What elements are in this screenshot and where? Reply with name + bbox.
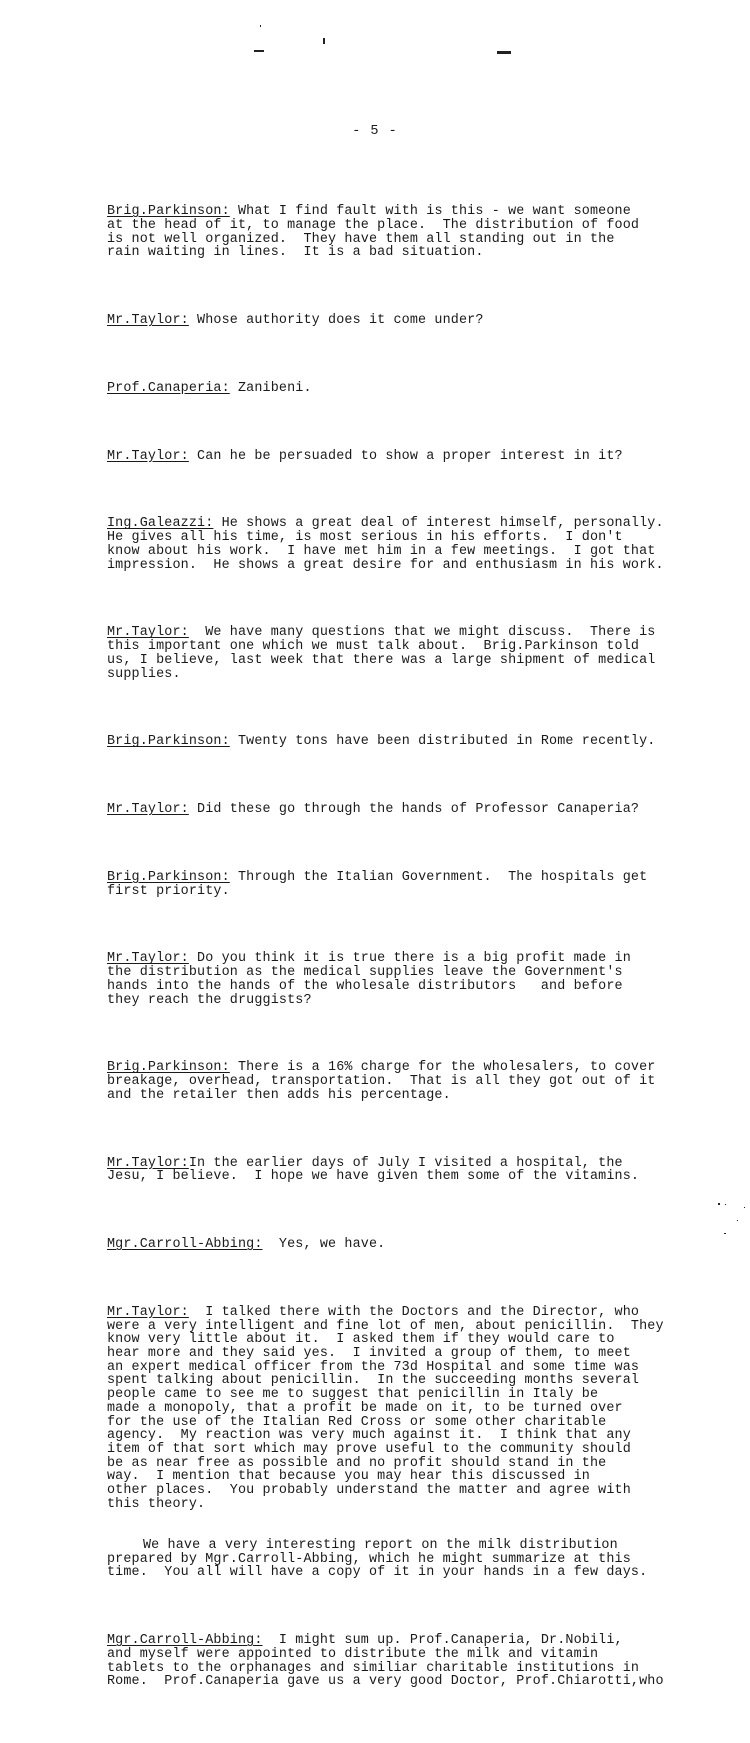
paragraph-line: I might sum up. Prof.Canaperia, Dr.Nobili, (262, 1633, 623, 1649)
scan-artifact (254, 50, 264, 52)
speaker-label: Mgr.Carroll-Abbing: (107, 1633, 263, 1649)
paragraph (107, 952, 727, 1007)
speaker-label: Brig.Parkinson: (107, 869, 230, 885)
paragraph-line: rain waiting in lines. It is a bad situation. (107, 245, 484, 261)
paragraph (107, 382, 727, 396)
paragraph-line: Jesu, I believe. I hope we have given them some of the vitamins. (107, 1169, 640, 1185)
paragraph-line: hands into the hands of the wholesale distributors and before (107, 978, 623, 994)
paragraph-line: at the head of it, to manage the place. The distribution of food (107, 217, 640, 233)
speaker-label: Brig.Parkinson: (107, 734, 230, 750)
paragraph (107, 205, 727, 260)
paragraph-line: time. You all will have a copy of it in your hands in a few days. (107, 1565, 648, 1581)
paragraph-line: There is a 16% charge for the wholesalers, to cover (229, 1060, 656, 1076)
paragraph-line: He shows a great deal of interest himself, personally. (213, 516, 664, 532)
paragraph (107, 314, 727, 328)
paragraph-line: an expert medical officer from the 73d Hospital and some time was (107, 1359, 640, 1375)
paragraph-line: tablets to the orphanages and similiar charitable institutions in (107, 1660, 640, 1676)
paragraph-line: this theory. (107, 1496, 206, 1512)
paragraph-line: He gives all his time, is most serious in his efforts. I don't (107, 530, 623, 546)
paragraph-continuation (107, 1539, 727, 1580)
speaker-label: Mgr.Carroll-Abbing: (107, 1237, 263, 1253)
paragraph-line: What I find fault with is this - we want someone (229, 204, 631, 220)
paragraph-line: first priority. (107, 883, 230, 899)
paragraph-line: the distribution as the medical supplies leave the Government's (107, 965, 623, 981)
paragraph-line: hear more and they said yes. I invited a group of them, to meet (107, 1346, 631, 1362)
paragraph-line: I talked there with the Doctors and the Director, who (188, 1304, 640, 1320)
paragraph-line: breakage, overhead, transportation. That is all they got out of it (107, 1074, 656, 1090)
paragraph-line: and myself were appointed to distribute the milk and vitamin (107, 1646, 599, 1662)
transcript-body (107, 164, 727, 1743)
paragraph-line: Whose authority does it come under? (188, 313, 484, 329)
paragraph (107, 1634, 727, 1689)
paragraph-line: Through the Italian Government. The hospitals get (229, 869, 648, 885)
paragraph-line: item of that sort which may prove useful to the community should (107, 1441, 631, 1457)
paragraph-line: is not well organized. They have them all standing out in the (107, 231, 615, 247)
paragraph-line: Did these go through the hands of Professor Canaperia? (188, 802, 640, 818)
scan-artifact (737, 1220, 738, 1221)
speaker-label: Prof.Canaperia: (107, 380, 230, 396)
speaker-label: Mr.Taylor: (107, 448, 189, 464)
paragraph-line: Zanibeni. (229, 380, 312, 396)
speaker-label: Mr.Taylor: (107, 313, 189, 329)
paragraph-line: Twenty tons have been distributed in Rome recently. (229, 734, 656, 750)
paragraph-line: Rome. Prof.Canaperia gave us a very good Doctor, Prof.Chiarotti,who (107, 1674, 664, 1690)
paragraph (107, 1157, 727, 1184)
paragraph-line: know about his work. I have met him in a few meetings. I got that (107, 543, 656, 559)
paragraph-line: people came to see me to suggest that penicillin in Italy be (107, 1387, 599, 1403)
speaker-label: Brig.Parkinson: (107, 204, 230, 220)
scan-artifact (744, 1207, 745, 1208)
paragraph (107, 735, 727, 749)
paragraph-line: We have many questions that we might discuss. There is (188, 625, 656, 641)
speaker-label: Mr.Taylor: (107, 1155, 189, 1171)
paragraph-line: for the use of the Italian Red Cross or some other charitable (107, 1414, 607, 1430)
paragraph (107, 1306, 727, 1512)
paragraph-line: us, I believe, last week that there was a large shipment of medical (107, 652, 656, 668)
paragraph (107, 803, 727, 817)
paragraph-line: supplies. (107, 666, 181, 682)
paragraph (107, 871, 727, 898)
paragraph-line: were a very intelligent and fine lot of men, about penicillin. They (107, 1318, 664, 1334)
paragraph-line: know very little about it. I asked them if they would care to (107, 1332, 615, 1348)
paragraph-line: Yes, we have. (262, 1237, 386, 1253)
scan-artifact (323, 38, 325, 44)
paragraph (107, 626, 727, 681)
scan-artifact (497, 51, 511, 54)
paragraph-line: Do you think it is true there is a big profit made in (188, 951, 631, 967)
paragraph-line: they reach the druggists? (107, 992, 312, 1008)
paragraph-line: other places. You probably understand the matter and agree with (107, 1483, 631, 1499)
paragraph-line: way. I mention that because you may hear this discussed in (107, 1469, 590, 1485)
paragraph (107, 517, 727, 572)
scan-artifact (260, 25, 261, 27)
paragraph-line: and the retailer then adds his percentage. (107, 1087, 451, 1103)
paragraph (107, 1238, 727, 1252)
paragraph-line: spent talking about penicillin. In the succeeding months several (107, 1373, 640, 1389)
page-number: - 5 - (352, 124, 398, 139)
paragraph-line: this important one which we must talk about. Brig.Parkinson told (107, 639, 640, 655)
paragraph-line: agency. My reaction was very much against it. I think that any (107, 1428, 631, 1444)
speaker-label: Ing.Galeazzi: (107, 516, 214, 532)
speaker-label: Mr.Taylor: (107, 951, 189, 967)
paragraph-line: Can he be persuaded to show a proper interest in it? (188, 448, 623, 464)
paragraph (107, 450, 727, 464)
speaker-label: Mr.Taylor: (107, 625, 189, 641)
speaker-label: Mr.Taylor: (107, 1304, 189, 1320)
paragraph-line: prepared by Mgr.Carroll-Abbing, which he might summarize at this (107, 1551, 631, 1567)
speaker-label: Brig.Parkinson: (107, 1060, 230, 1076)
paragraph-line: impression. He shows a great desire for and enthusiasm in his work. (107, 557, 664, 573)
paragraph-line: made a monopoly, that a profit be made on it, to be turned over (107, 1400, 623, 1416)
speaker-label: Mr.Taylor: (107, 802, 189, 818)
paragraph (107, 1061, 727, 1102)
paragraph-line: In the earlier days of July I visited a hospital, the (188, 1155, 623, 1171)
paragraph-line: We have a very interesting report on the milk distribution (143, 1537, 618, 1553)
paragraph-line: be as near free as possible and no profit should stand in the (107, 1455, 607, 1471)
